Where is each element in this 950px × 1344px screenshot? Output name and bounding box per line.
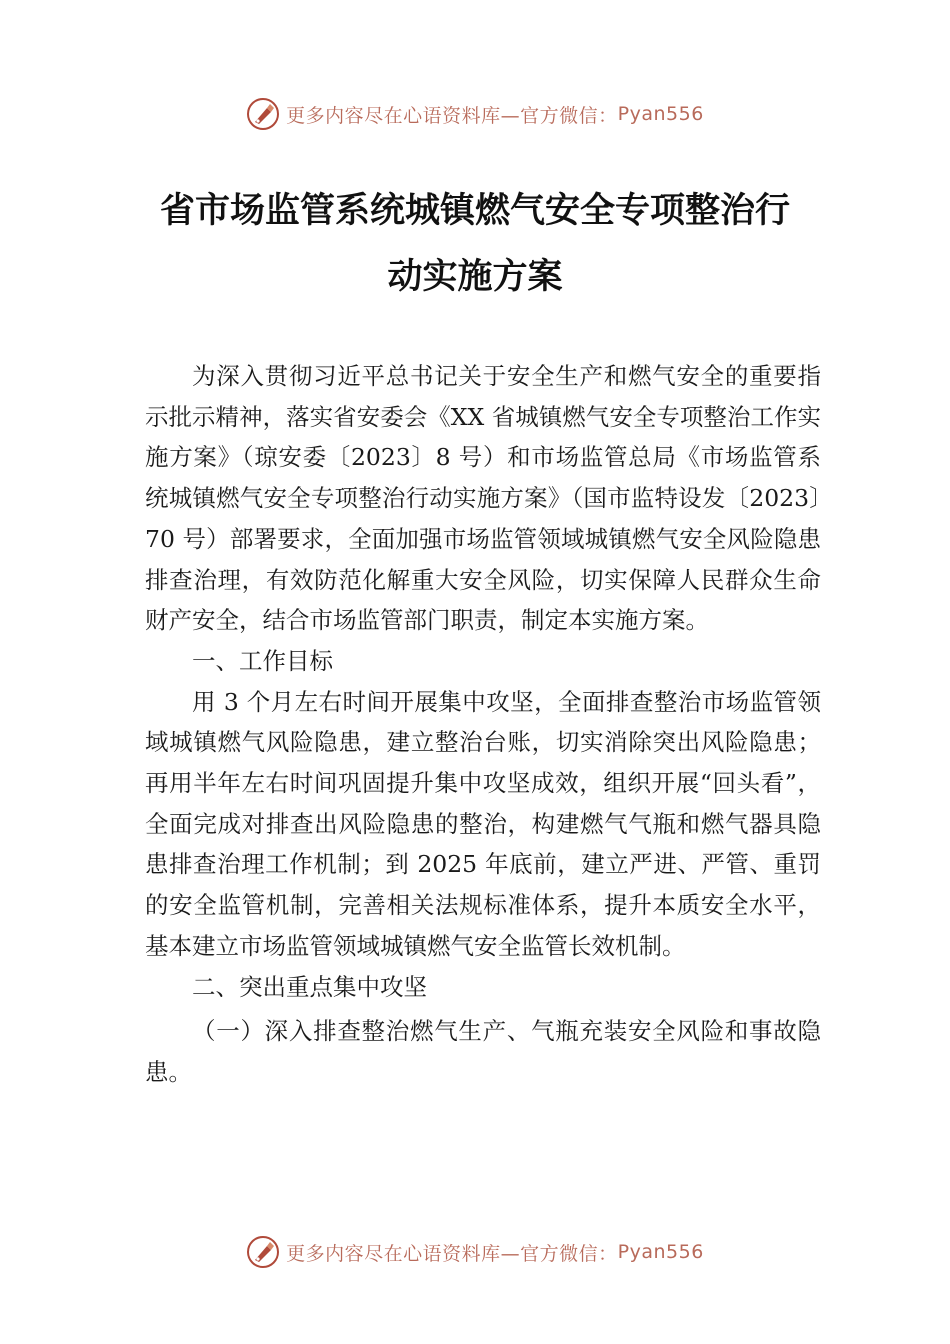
section-heading-goals: 一、工作目标 bbox=[192, 646, 333, 675]
watermark-header bbox=[0, 94, 950, 134]
watermark-handle: Pyan556 bbox=[617, 103, 704, 125]
pen-nib-logo-icon bbox=[246, 97, 280, 131]
subsection-paragraph: （一）深入排查整治燃气生产、气瓶充装安全风险和事故隐患。 bbox=[145, 1017, 821, 1086]
goals-paragraph: 用 3 个月左右时间开展集中攻坚，全面排查整治市场监管领域城镇燃气风险隐患，建立整治台账，切实消除突出风险隐患；再用半年左右时间巩固提升集中攻坚成效，组织开展“回头看”，全面完成对排查出风险隐患的整治，构建燃气气瓶和燃气器具隐患排查治理工作机制；到 2025 年底前，建立严进、严管、重罚的安全监管机制，完善相关法规标准体系，提升本质安全水平，基本建立市场监管领域城镇燃气安全监管长效机制。 bbox=[145, 687, 821, 960]
watermark-handle: Pyan556 bbox=[617, 1241, 704, 1263]
document-title-line2: 动实施方案 bbox=[387, 256, 563, 297]
document-title-line1: 省市场监管系统城镇燃气安全专项整治行 bbox=[159, 190, 790, 231]
document-body bbox=[145, 356, 821, 1093]
pen-nib-logo-icon bbox=[246, 1235, 280, 1269]
intro-paragraph: 为深入贯彻习近平总书记关于安全生产和燃气安全的重要指示批示精神，落实省安委会《XX 省城镇燃气安全专项整治工作实施方案》（琼安委〔2023〕8 号）和市场监管总局《市场监管系统城镇燃气安全专项整治行动实施方案》（国市监特设发〔2023〕70 号）部署要求，全面加强市场监管领域城镇燃气安全风险隐患排查治理，有效防范化解重大安全风险，切实保障人民群众生命财产安全，结合市场监管部门职责，制定本实施方案。 bbox=[145, 362, 821, 635]
watermark-text: 更多内容尽在心语资料库—官方微信： bbox=[286, 104, 618, 127]
watermark-footer bbox=[0, 1232, 950, 1272]
section-heading-focus: 二、突出重点集中攻坚 bbox=[192, 972, 427, 1001]
watermark-text: 更多内容尽在心语资料库—官方微信： bbox=[286, 1242, 618, 1265]
